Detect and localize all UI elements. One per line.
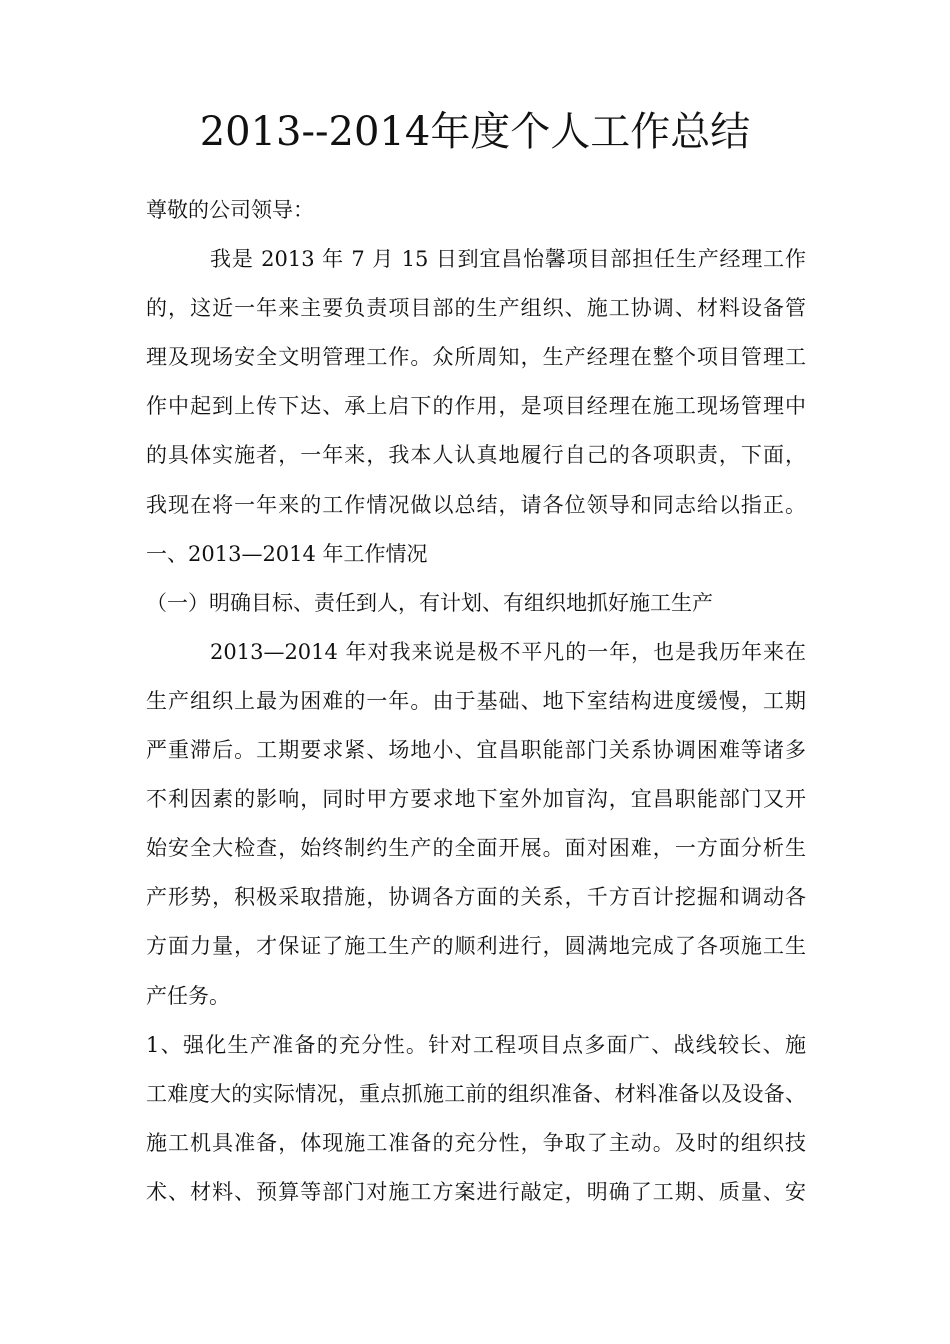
text-line: 的具体实施者，一年来，我本人认真地履行自己的各项职责，下面， xyxy=(146,443,806,468)
text-line: 工难度大的实际情况，重点抓施工前的组织准备、材料准备以及设备、 xyxy=(146,1081,806,1106)
text-line: 2013—2014 年对我来说是极不平凡的一年，也是我历年来在 xyxy=(210,639,806,664)
text-line: 产形势，积极采取措施，协调各方面的关系，千方百计挖掘和调动各 xyxy=(146,885,806,910)
text-line: 产任务。 xyxy=(146,983,230,1008)
text-line: 我现在将一年来的工作情况做以总结，请各位领导和同志给以指正。 xyxy=(146,492,806,517)
section-heading: 一、2013—2014 年工作情况 xyxy=(146,541,428,566)
text-line: 的，这近一年来主要负责项目部的生产组织、施工协调、材料设备管 xyxy=(146,296,806,321)
text-line: 1、强化生产准备的充分性。针对工程项目点多面广、战线较长、施 xyxy=(146,1032,806,1057)
document-title: 2013--2014年度个人工作总结 xyxy=(199,109,751,155)
subsection-heading: （一）明确目标、责任到人，有计划、有组织地抓好施工生产 xyxy=(146,590,713,615)
document-body xyxy=(146,186,806,1217)
text-line: 施工机具准备，体现施工准备的充分性，争取了主动。及时的组织技 xyxy=(146,1130,806,1155)
text-line: 我是 2013 年 7 月 15 日到宜昌怡馨项目部担任生产经理工作 xyxy=(210,247,806,272)
text-line: 理及现场安全文明管理工作。众所周知，生产经理在整个项目管理工 xyxy=(146,345,806,370)
text-line: 方面力量，才保证了施工生产的顺利进行，圆满地完成了各项施工生 xyxy=(146,934,806,959)
text-line: 术、材料、预算等部门对施工方案进行敲定，明确了工期、质量、安 xyxy=(146,1179,806,1204)
text-line: 生产组织上最为困难的一年。由于基础、地下室结构进度缓慢，工期 xyxy=(146,688,806,713)
text-line: 始安全大检查，始终制约生产的全面开展。面对困难，一方面分析生 xyxy=(146,836,806,861)
text-line: 不利因素的影响，同时甲方要求地下室外加盲沟，宜昌职能部门又开 xyxy=(146,787,806,812)
text-line: 作中起到上传下达、承上启下的作用，是项目经理在施工现场管理中 xyxy=(146,394,806,419)
text-line: 严重滞后。工期要求紧、场地小、宜昌职能部门关系协调困难等诸多 xyxy=(146,738,806,763)
salutation-line: 尊敬的公司领导： xyxy=(146,198,314,222)
